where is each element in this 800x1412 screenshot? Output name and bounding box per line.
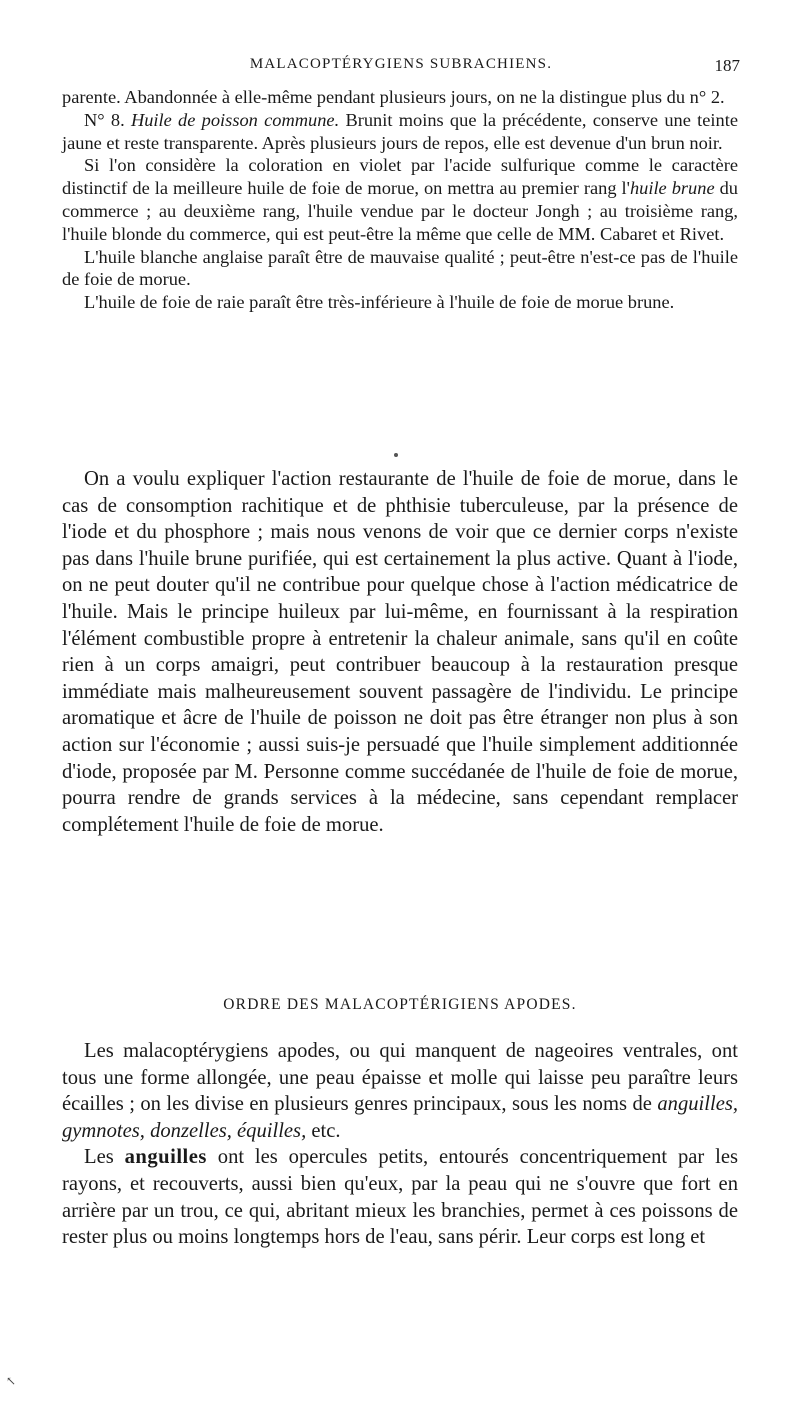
italic-genus-list: anguilles, gymnotes, donzelles, équilles,: [62, 1093, 738, 1142]
text-run: du commerce ; au deuxième rang, l'huile vendue par le docteur Jongh ; au troisième rang, l'huile blonde du commerce, qui est peut-être la même que celle de MM. Cabaret et Rivet.: [62, 178, 738, 244]
bold-genus-name: anguilles: [124, 1146, 207, 1169]
paragraph-english-oil: L'huile blanche anglaise paraît être de mauvaise qualité ; peut-être n'est-ce pas de l'huile de foie de morue.: [62, 246, 738, 290]
text-run: Les malacoptérygiens apodes, ou qui manquent de nageoires ventrales, ont tous une forme allongée, une peau épaisse et molle qui laisse peu paraître leurs écailles ; on les divise en plusieurs genres principaux, sous les noms de: [62, 1040, 738, 1116]
page-number: 187: [714, 56, 740, 75]
paragraph-oil-8: [62, 109, 738, 155]
text-run: Si l'on considère la coloration en violet par l'acide sulfurique comme le caractère distinctif de la meilleure huile de foie de morue, on mettra au premier rang l': [62, 155, 738, 199]
running-head-title: MALACOPTÉRYGIENS SUBRACHIENS.: [249, 56, 553, 72]
section-text-block: [62, 1038, 738, 1251]
italic-term: huile brune: [629, 178, 715, 199]
item-label: N° 8.: [84, 109, 125, 130]
separator-dot: [394, 453, 398, 457]
small-print-block: [62, 86, 738, 314]
paragraph-apodes-intro: [62, 1038, 738, 1144]
corner-mark: ↖: [6, 1374, 17, 1388]
paragraph-continued: parente. Abandonnée à elle-même pendant plusieurs jours, on ne la distingue plus du n° 2.: [62, 87, 725, 107]
paragraph-restorative-action: On a voulu expliquer l'action restaurante de l'huile de foie de morue, dans le cas de consomption rachitique et de phthisie tuberculeuse, par la présence de l'iode et du phosphore ; mais nous venons de voir que ce dernier corps n'existe pas dans l'huile brune purifiée, qui est certainement la plus active. Quant à l'iode, on ne peut douter qu'il ne contribue pour quelque chose à l'action médicatrice de l'huile. Mais le principe huileux par lui-même, en fournissant à la respiration l'élément combustible propre à entretenir la chaleur animale, sans qu'il en coûte rien à un corps amaigri, peut contribuer beaucoup à la restauration presque immédiate mais malheureusement souvent passagère de l'individu. Le principe aromatique et âcre de l'huile de poisson ne doit pas être étranger non plus à son action sur l'économie ; aussi suis-je persuadé que l'huile simplement additionnée d'iode, proposée par M. Personne comme succédanée de l'huile de foie de morue, pourra rendre de grands services à la médecine, sans cependant remplacer complétement l'huile de foie de morue.: [62, 468, 738, 836]
item-title: Huile de poisson commune.: [130, 109, 340, 130]
running-head: [62, 56, 740, 80]
paragraph-ray-oil: L'huile de foie de raie paraît être très-inférieure à l'huile de foie de morue brune.: [84, 292, 675, 313]
paragraph-anguilles: [62, 1144, 738, 1250]
text-run: ont les opercules petits, entourés concentriquement par les rayons, et recouverts, aussi bien qu'eux, par la peau qui ne s'ouvre que fort en arrière par un trou, ce qui, abritant mieux les branchies, permet à ces poissons de rester plus ou moins longtemps hors de l'eau, sans périr. Leur corps est long et: [62, 1146, 739, 1249]
section-heading: ORDRE DES MALACOPTÉRIGIENS APODES.: [223, 996, 577, 1013]
text-run: etc.: [306, 1119, 341, 1142]
paragraph-ranking: [62, 154, 738, 245]
main-text-block: [62, 466, 738, 838]
text-run: Les: [84, 1146, 125, 1169]
item-description: Brunit moins que la précédente, conserve une teinte jaune et reste transparente. Après plusieurs jours de repos, elle est devenue d'un brun noir.: [62, 109, 738, 153]
